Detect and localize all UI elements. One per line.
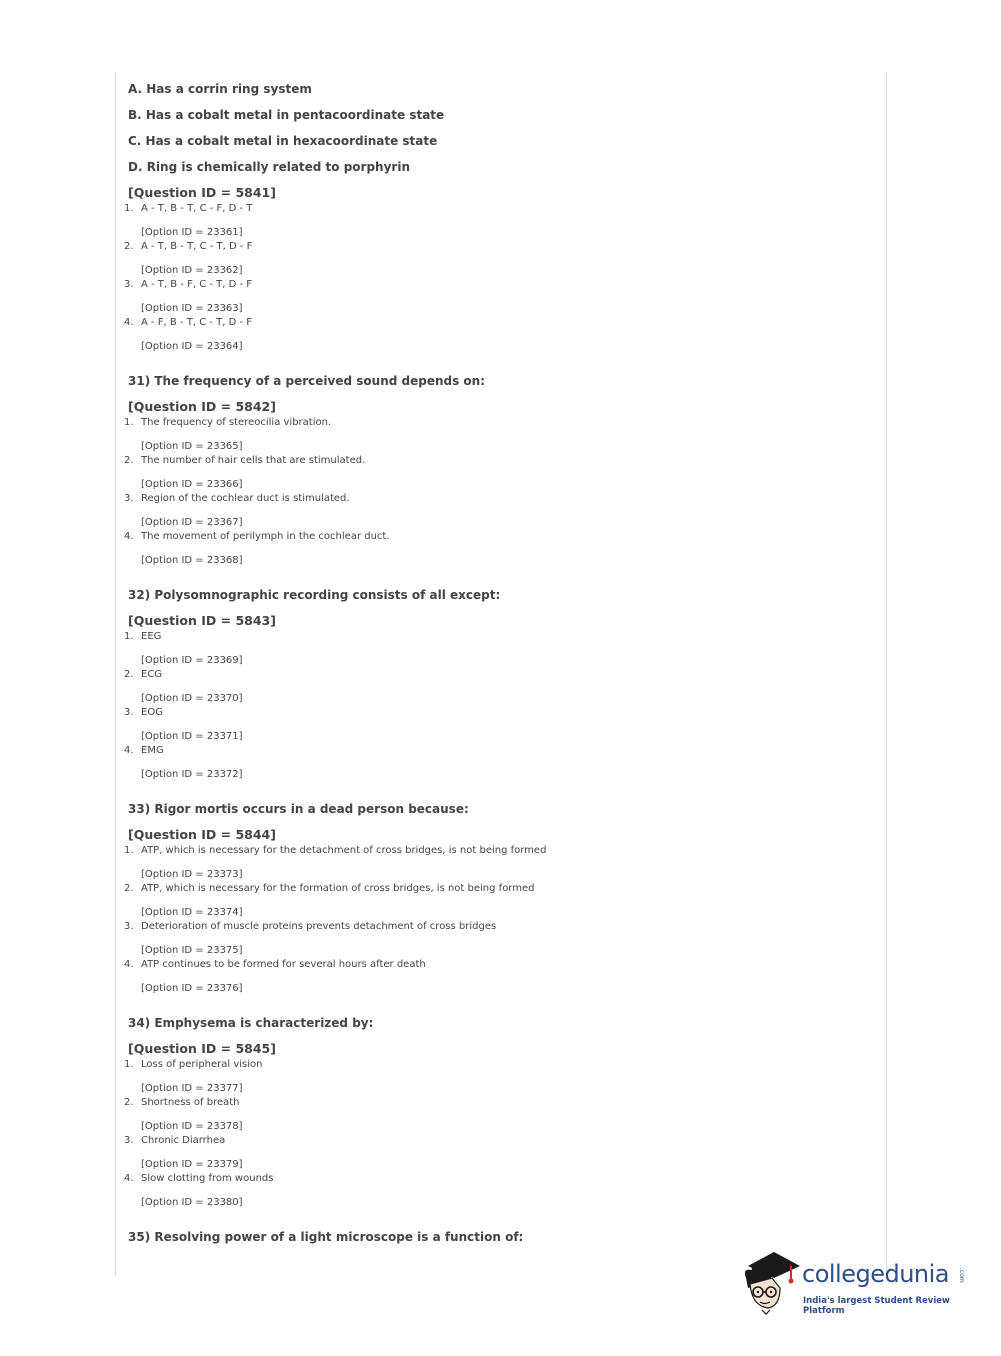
option-text: The number of hair cells that are stimulated. <box>141 455 366 466</box>
option-id: [Option ID = 23364] <box>141 341 243 352</box>
question-heading: 31) The frequency of a perceived sound depends on: <box>128 374 486 388</box>
option <box>124 668 864 706</box>
option-number: 1. <box>124 1059 134 1070</box>
question-block-34 <box>124 1014 864 1210</box>
question-id: [Question ID = 5842] <box>128 399 276 414</box>
option-text: A - T, B - T, C - F, D - T <box>141 203 253 214</box>
question-id: [Question ID = 5844] <box>128 827 276 842</box>
option-text: The movement of perilymph in the cochlear duct. <box>141 531 390 542</box>
option-id: [Option ID = 23376] <box>141 983 243 994</box>
question-heading: 33) Rigor mortis occurs in a dead person because: <box>128 802 469 816</box>
option-id: [Option ID = 23372] <box>141 769 243 780</box>
option-id: [Option ID = 23369] <box>141 655 243 666</box>
option-id: [Option ID = 23374] <box>141 907 243 918</box>
option-number: 3. <box>124 279 134 290</box>
option <box>124 630 864 668</box>
logo-tagline: India's largest Student Review Platform <box>803 1296 950 1316</box>
option <box>124 706 864 744</box>
option-number: 2. <box>124 241 134 252</box>
question-block-32 <box>124 586 864 782</box>
option-number: 3. <box>124 921 134 932</box>
option-id: [Option ID = 23361] <box>141 227 243 238</box>
option-text: EMG <box>141 745 164 756</box>
option-text: ATP, which is necessary for the detachment of cross bridges, is not being formed <box>141 845 547 856</box>
option-id: [Option ID = 23378] <box>141 1121 243 1132</box>
option-id: [Option ID = 23380] <box>141 1197 243 1208</box>
statement-c: C. Has a cobalt metal in hexacoordinate state <box>128 134 438 148</box>
option <box>124 1096 864 1134</box>
question-heading: 32) Polysomnographic recording consists of all except: <box>128 588 501 602</box>
option-id: [Option ID = 23371] <box>141 731 243 742</box>
option-text: Loss of peripheral vision <box>141 1059 263 1070</box>
option <box>124 530 864 568</box>
statement-b: B. Has a cobalt metal in pentacoordinate state <box>128 108 445 122</box>
statement-d: D. Ring is chemically related to porphyrin <box>128 160 410 174</box>
question-heading-35: 35) Resolving power of a light microscope is a function of: <box>128 1230 524 1244</box>
mascot-icon <box>740 1248 804 1318</box>
option-number: 2. <box>124 455 134 466</box>
option-number: 3. <box>124 707 134 718</box>
question-block-31 <box>124 372 864 568</box>
option-number: 4. <box>124 1173 134 1184</box>
option-id: [Option ID = 23370] <box>141 693 243 704</box>
statement-list <box>124 80 864 184</box>
option-id: [Option ID = 23367] <box>141 517 243 528</box>
option-number: 2. <box>124 883 134 894</box>
option-text: ATP, which is necessary for the formation of cross bridges, is not being formed <box>141 883 535 894</box>
question-id: [Question ID = 5845] <box>128 1041 276 1056</box>
option-id: [Option ID = 23366] <box>141 479 243 490</box>
question-block-5841 <box>124 184 864 354</box>
option-number: 4. <box>124 959 134 970</box>
document-content <box>124 80 864 1254</box>
option-number: 1. <box>124 203 134 214</box>
option-number: 1. <box>124 845 134 856</box>
question-id: [Question ID = 5843] <box>128 613 276 628</box>
option-number: 3. <box>124 493 134 504</box>
option <box>124 416 864 454</box>
option-text: ATP continues to be formed for several hours after death <box>141 959 426 970</box>
option-number: 4. <box>124 317 134 328</box>
option-id: [Option ID = 23368] <box>141 555 243 566</box>
option-number: 4. <box>124 745 134 756</box>
question-id: [Question ID = 5841] <box>128 185 276 200</box>
option-text: Region of the cochlear duct is stimulated. <box>141 493 350 504</box>
option <box>124 316 864 354</box>
option <box>124 1172 864 1210</box>
option <box>124 958 864 996</box>
option-id: [Option ID = 23365] <box>141 441 243 452</box>
option-number: 1. <box>124 631 134 642</box>
option-text: The frequency of stereocilia vibration. <box>141 417 332 428</box>
option <box>124 492 864 530</box>
question-heading: 34) Emphysema is characterized by: <box>128 1016 374 1030</box>
option-id: [Option ID = 23373] <box>141 869 243 880</box>
option <box>124 454 864 492</box>
statement-a: A. Has a corrin ring system <box>128 82 312 96</box>
option <box>124 844 864 882</box>
logo-wordmark: collegedunia <box>802 1260 950 1288</box>
option-number: 4. <box>124 531 134 542</box>
option <box>124 1058 864 1096</box>
option-id: [Option ID = 23363] <box>141 303 243 314</box>
logo-com: .com <box>958 1268 965 1283</box>
option-id: [Option ID = 23362] <box>141 265 243 276</box>
option-id: [Option ID = 23377] <box>141 1083 243 1094</box>
option <box>124 1134 864 1172</box>
option <box>124 278 864 316</box>
option <box>124 920 864 958</box>
option-number: 2. <box>124 1097 134 1108</box>
option <box>124 882 864 920</box>
option <box>124 744 864 782</box>
option-text: A - T, B - F, C - T, D - F <box>141 279 253 290</box>
option-text: Slow clotting from wounds <box>141 1173 274 1184</box>
option <box>124 240 864 278</box>
option-number: 3. <box>124 1135 134 1146</box>
question-block-33 <box>124 800 864 996</box>
option <box>124 202 864 240</box>
collegedunia-logo[interactable] <box>740 1248 970 1318</box>
option-number: 1. <box>124 417 134 428</box>
option-text: Deterioration of muscle proteins prevents detachment of cross bridges <box>141 921 497 932</box>
option-text: A - F, B - T, C - T, D - F <box>141 317 253 328</box>
option-id: [Option ID = 23375] <box>141 945 243 956</box>
option-number: 2. <box>124 669 134 680</box>
option-text: Shortness of breath <box>141 1097 240 1108</box>
option-text: A - T, B - T, C - T, D - F <box>141 241 253 252</box>
option-text: ECG <box>141 669 163 680</box>
option-id: [Option ID = 23379] <box>141 1159 243 1170</box>
option-text: EOG <box>141 707 163 718</box>
option-text: EEG <box>141 631 162 642</box>
option-text: Chronic Diarrhea <box>141 1135 226 1146</box>
